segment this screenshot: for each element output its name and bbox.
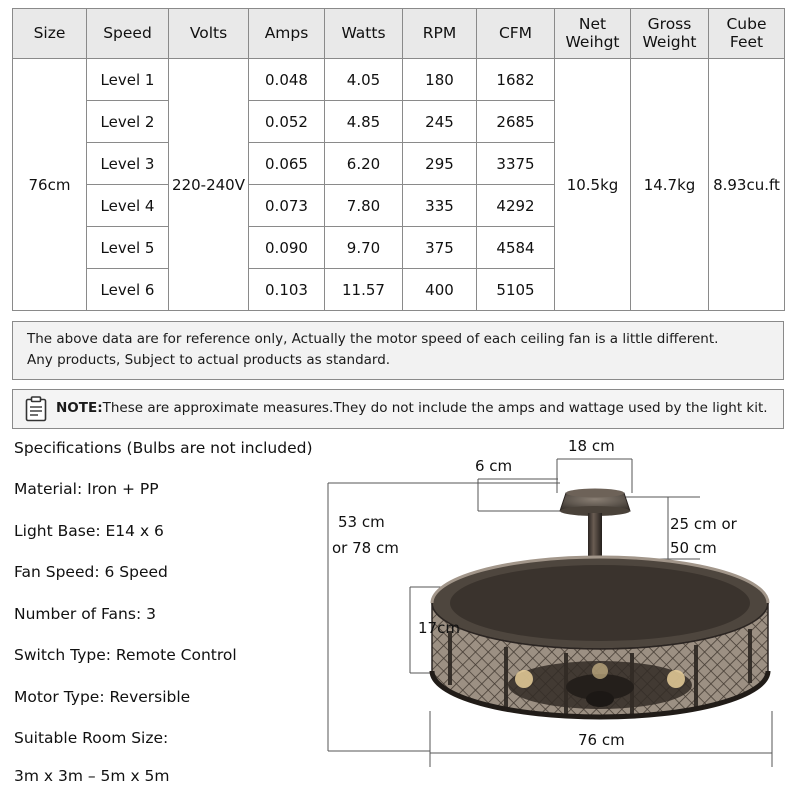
disclaimer-box: [12, 321, 784, 380]
cell-amps: 0.052: [249, 101, 325, 143]
note-label: NOTE:: [56, 400, 103, 417]
list-item: Motor Type: Reversible: [14, 687, 191, 706]
list-item: Light Base: E14 x 6: [14, 521, 164, 540]
canopy: [560, 488, 630, 516]
dimension-downrod-label-1: 25 cm or: [670, 514, 737, 533]
column-header-speed: Speed: [87, 9, 169, 59]
cell-cfm: 5105: [477, 269, 555, 311]
cell-watts: 4.85: [325, 101, 403, 143]
cell-speed: Level 1: [87, 59, 169, 101]
dimension-canopy-label: 6 cm: [475, 456, 513, 475]
list-item: Material: Iron + PP: [14, 480, 159, 499]
dimension-top-label: 18 cm: [568, 436, 615, 455]
list-item: Fan Speed: 6 Speed: [14, 563, 168, 582]
cell-amps: 0.090: [249, 227, 325, 269]
specifications-table: [12, 8, 785, 311]
disclaimer-line-2: Any products, Subject to actual products as standard.: [27, 351, 391, 368]
cell-watts: 9.70: [325, 227, 403, 269]
dimension-height-label-2: or 78 cm: [332, 538, 399, 557]
cell-amps: 0.103: [249, 269, 325, 311]
cell-speed: Level 6: [87, 269, 169, 311]
cell-speed: Level 4: [87, 185, 169, 227]
list-item: 3m x 3m – 5m x 5m: [14, 766, 170, 785]
fan-diagram-svg: [310, 435, 800, 779]
disclaimer-line-1: The above data are for reference only, Actually the motor speed of each ceiling fan is a little different.: [27, 331, 719, 347]
cell-rpm: 180: [403, 59, 477, 101]
cell-amps: 0.065: [249, 143, 325, 185]
list-item: Number of Fans: 3: [14, 604, 156, 623]
cell-rpm: 375: [403, 227, 477, 269]
cell-cfm: 1682: [477, 59, 555, 101]
cell-speed: Level 5: [87, 227, 169, 269]
note-text-wrapper: [56, 398, 768, 419]
table-row: [13, 59, 785, 101]
column-header-cfm: CFM: [477, 9, 555, 59]
column-header-volts: Volts: [169, 9, 249, 59]
cell-volts: 220-240V: [169, 59, 249, 311]
cell-rpm: 295: [403, 143, 477, 185]
cell-watts: 4.05: [325, 59, 403, 101]
note-text: These are approximate measures.They do not include the amps and wattage used by the light kit.: [102, 400, 768, 417]
cell-watts: 11.57: [325, 269, 403, 311]
cell-speed: Level 2: [87, 101, 169, 143]
column-header-net-weight: Net Weihgt: [555, 9, 631, 59]
column-header-size: Size: [13, 9, 87, 59]
lower-section: [0, 436, 800, 785]
downrod: [588, 513, 602, 563]
column-header-cube-feet: Cube Feet: [709, 9, 785, 59]
cell-cfm: 2685: [477, 101, 555, 143]
column-header-watts: Watts: [325, 9, 403, 59]
dimension-body-label: 17cm: [418, 618, 460, 637]
cell-cfm: 4292: [477, 185, 555, 227]
cell-gross-weight: 14.7kg: [631, 59, 709, 311]
cell-rpm: 335: [403, 185, 477, 227]
product-dimension-diagram: [310, 435, 800, 779]
spec-title: Specifications (Bulbs are not included): [14, 438, 313, 457]
cell-cfm: 4584: [477, 227, 555, 269]
cell-speed: Level 3: [87, 143, 169, 185]
cell-cfm: 3375: [477, 143, 555, 185]
cell-net-weight: 10.5kg: [555, 59, 631, 311]
cell-amps: 0.073: [249, 185, 325, 227]
dimension-downrod-label-2: 50 cm: [670, 538, 717, 557]
table-header-row: [13, 9, 785, 59]
cell-watts: 7.80: [325, 185, 403, 227]
list-item: Suitable Room Size:: [14, 729, 169, 748]
cell-watts: 6.20: [325, 143, 403, 185]
cell-cube-feet: 8.93cu.ft: [709, 59, 785, 311]
cell-rpm: 245: [403, 101, 477, 143]
list-item: Switch Type: Remote Control: [14, 646, 237, 665]
column-header-gross-weight: Gross Weight: [631, 9, 709, 59]
product-spec-page: [0, 8, 800, 800]
column-header-rpm: RPM: [403, 9, 477, 59]
cell-amps: 0.048: [249, 59, 325, 101]
dimension-height-label-1: 53 cm: [338, 512, 385, 531]
note-box: [12, 389, 784, 429]
clipboard-icon: [25, 396, 47, 422]
table-header: [13, 9, 785, 59]
column-header-amps: Amps: [249, 9, 325, 59]
cell-size: 76cm: [13, 59, 87, 311]
table-body: [13, 59, 785, 311]
dimension-width-label: 76 cm: [578, 730, 625, 749]
fan-hub: [508, 661, 692, 709]
cell-rpm: 400: [403, 269, 477, 311]
